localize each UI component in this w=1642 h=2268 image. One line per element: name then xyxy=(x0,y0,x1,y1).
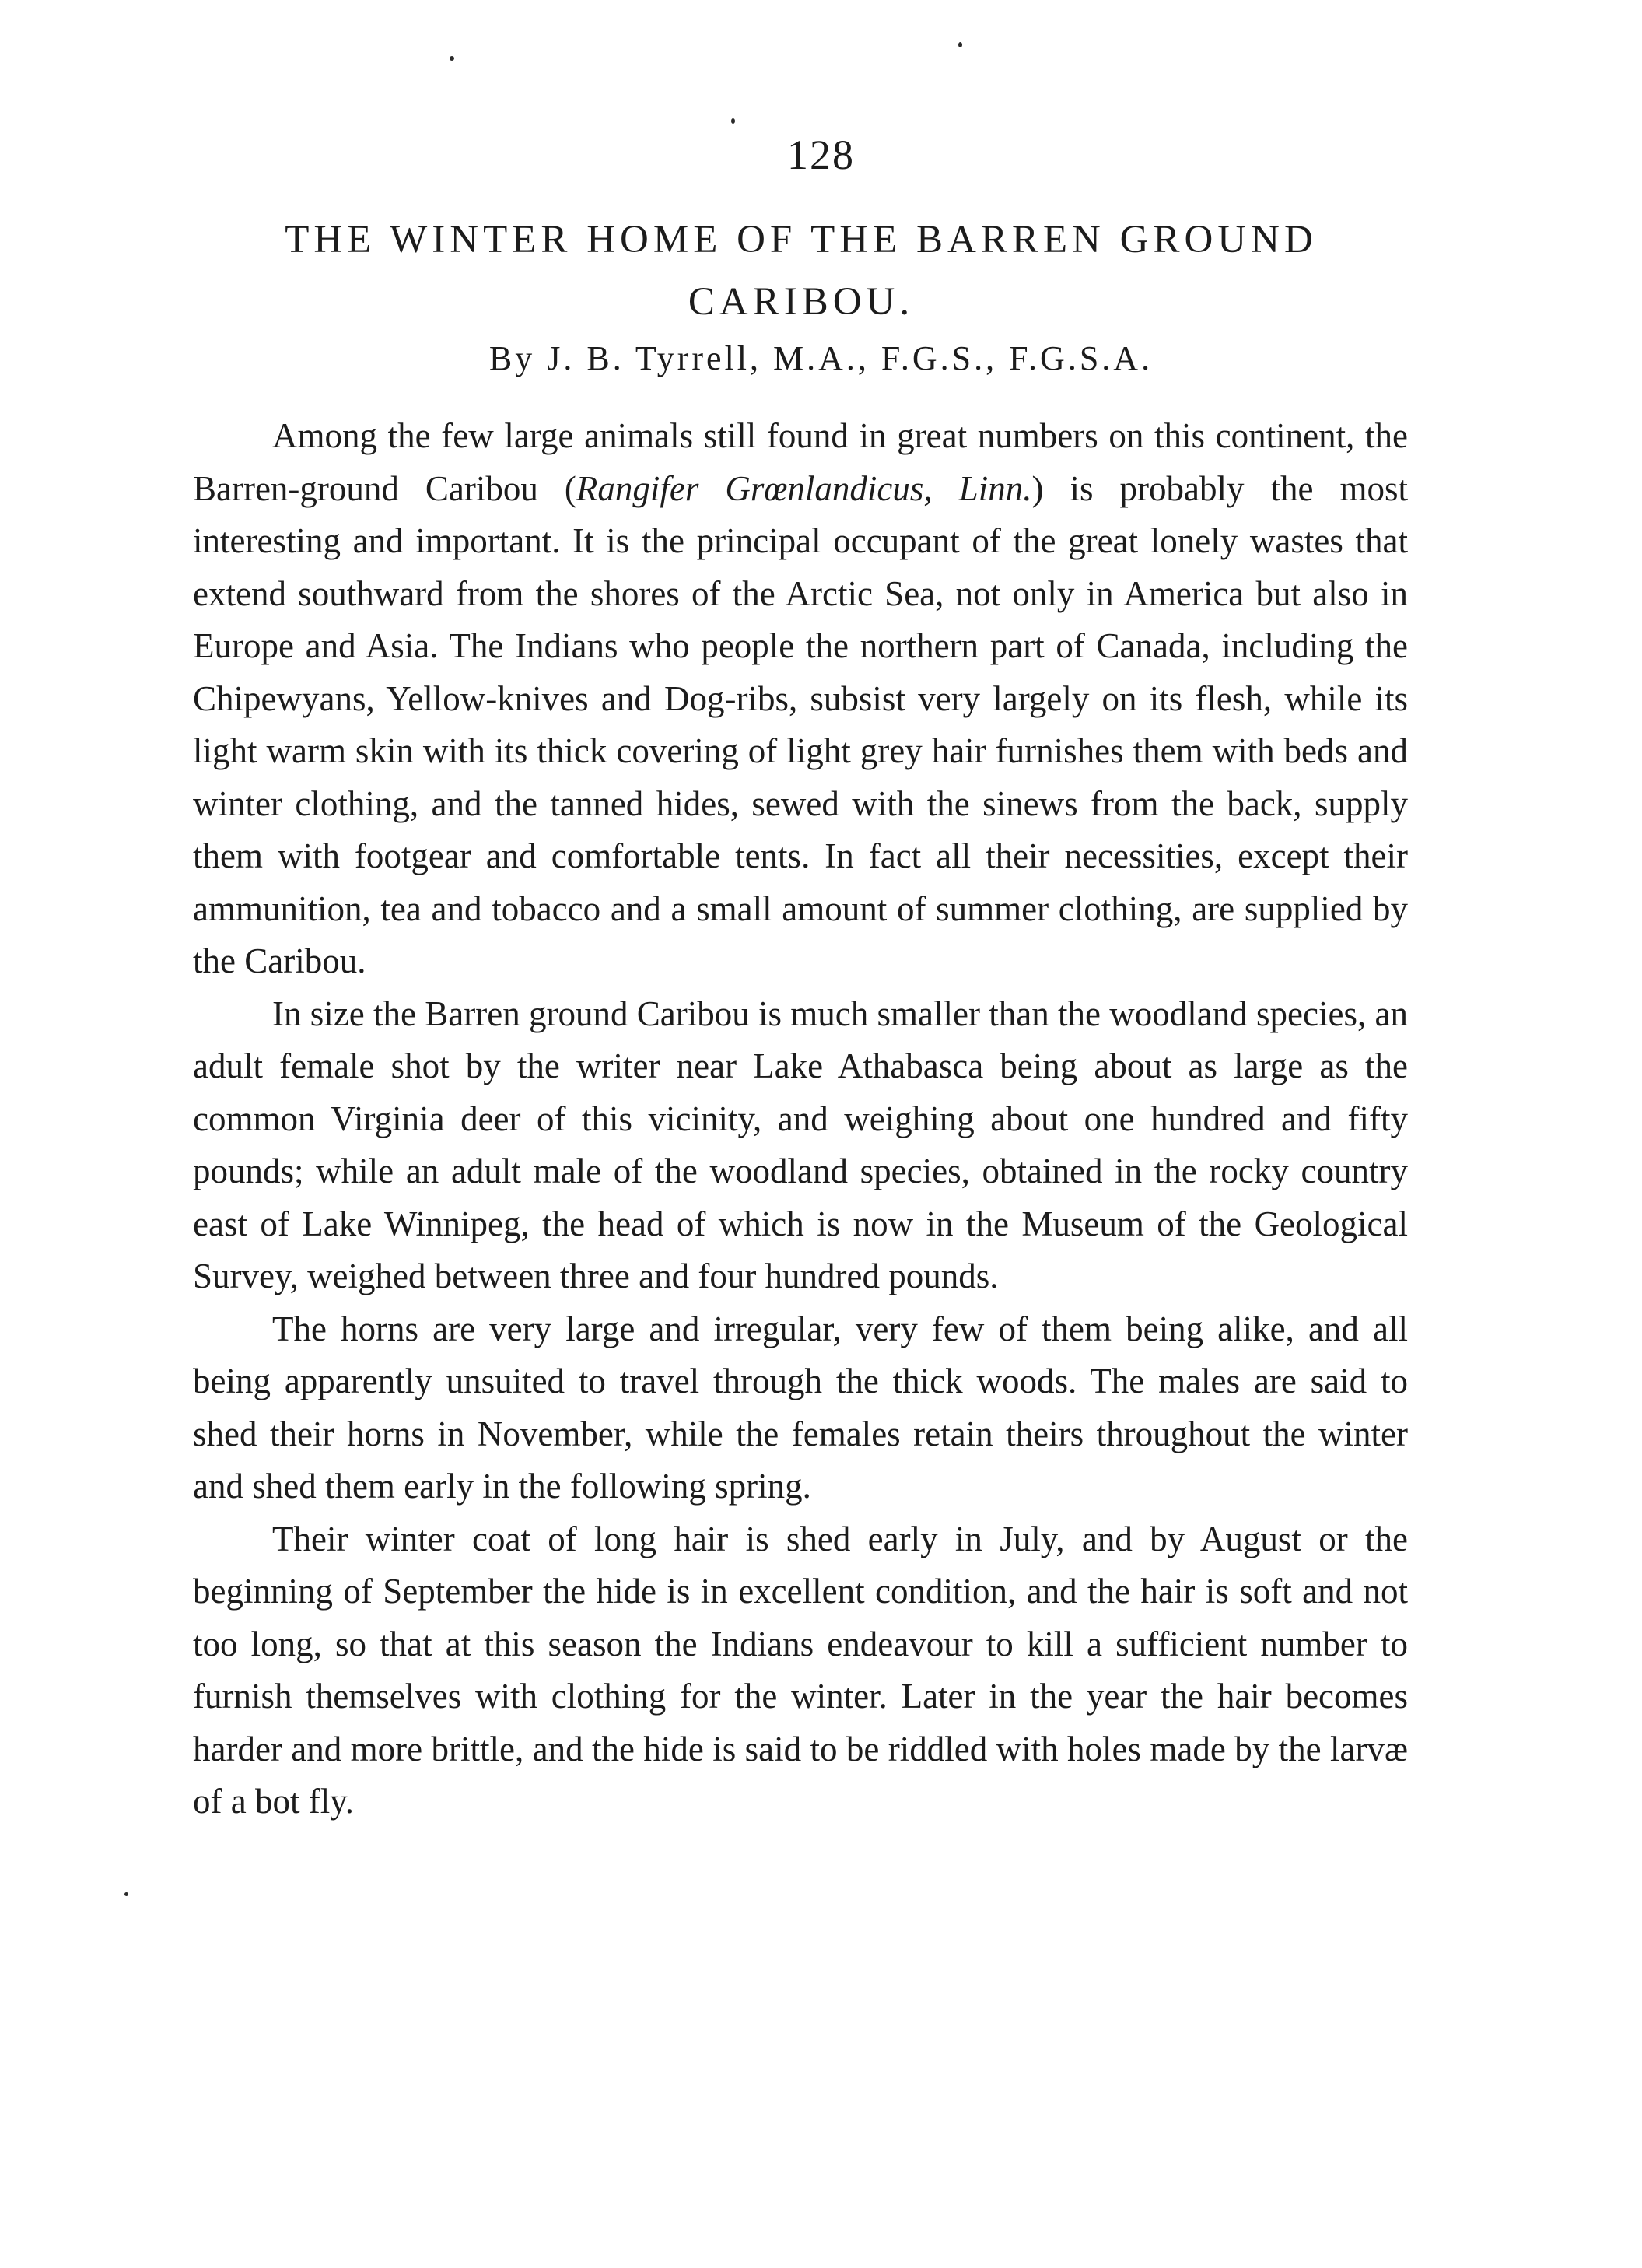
paragraph: In size the Barren ground Caribou is much smaller than the woodland species, an adult female shot by the writer near Lake Athabasca being about as large as the common Virginia deer of this vicinity, and weighing about one hundred and fifty pounds; while an adult male of the woodland species, obtained in the rocky country east of Lake Winnipeg, the head of which is now in the Museum of the Geological Survey, weighed between three and four hundred pounds. xyxy=(193,994,1408,1295)
scan-speck xyxy=(450,56,454,61)
article-body xyxy=(193,410,1408,1828)
scan-speck xyxy=(731,118,735,124)
scan-speck xyxy=(958,42,962,47)
paragraph: Their winter coat of long hair is shed early in July, and by August or the beginning of September the hide is in excellent condition, and the hair is soft and not too long, so that at this season the Indians endeavour to kill a sufficient number to furnish themselves with clothing for the winter. Later in the year the hair becomes harder and more brittle, and the hide is said to be riddled with holes made by the larvæ of a bot fly. xyxy=(193,1519,1408,1821)
author-byline: By J. B. Tyrrell, M.A., F.G.S., F.G.S.A. xyxy=(488,339,1154,377)
latin-name: Rangifer Grœnlandicus, Linn. xyxy=(576,468,1032,508)
article-title: THE WINTER HOME OF THE BARREN GROUND CARIBOU. xyxy=(285,218,1318,324)
scan-speck xyxy=(124,1892,128,1896)
page-number: 128 xyxy=(787,131,855,178)
paragraph-text: Among the few large animals still found in great numbers on this continent, the Barren-ground Caribou ( xyxy=(193,416,1408,508)
paragraph xyxy=(193,410,1408,988)
paragraph: The horns are very large and irregular, very few of them being alike, and all being apparently unsuited to travel through the thick woods. The males are said to shed their horns in November, while the females retain theirs throughout the winter and shed them early in the following spring. xyxy=(193,1309,1408,1506)
paragraph-text: ) is probably the most interesting and important. It is the principal occupant of the great lonely wastes that extend southward from the shores of the Arctic Sea, not only in America but also in Europe and Asia. The Indians who people the northern part of Canada, including the Chipewyans, Yellow-knives and Dog-ribs, subsist very largely on its flesh, while its light warm skin with its thick covering of light grey hair furnishes them with beds and winter clothing, and the tanned hides, sewed with the sinews from the back, supply them with footgear and comfortable tents. In fact all their necessities, except their ammunition, tea and tobacco and a small amount of summer clothing, are supplied by the Caribou. xyxy=(193,468,1408,980)
